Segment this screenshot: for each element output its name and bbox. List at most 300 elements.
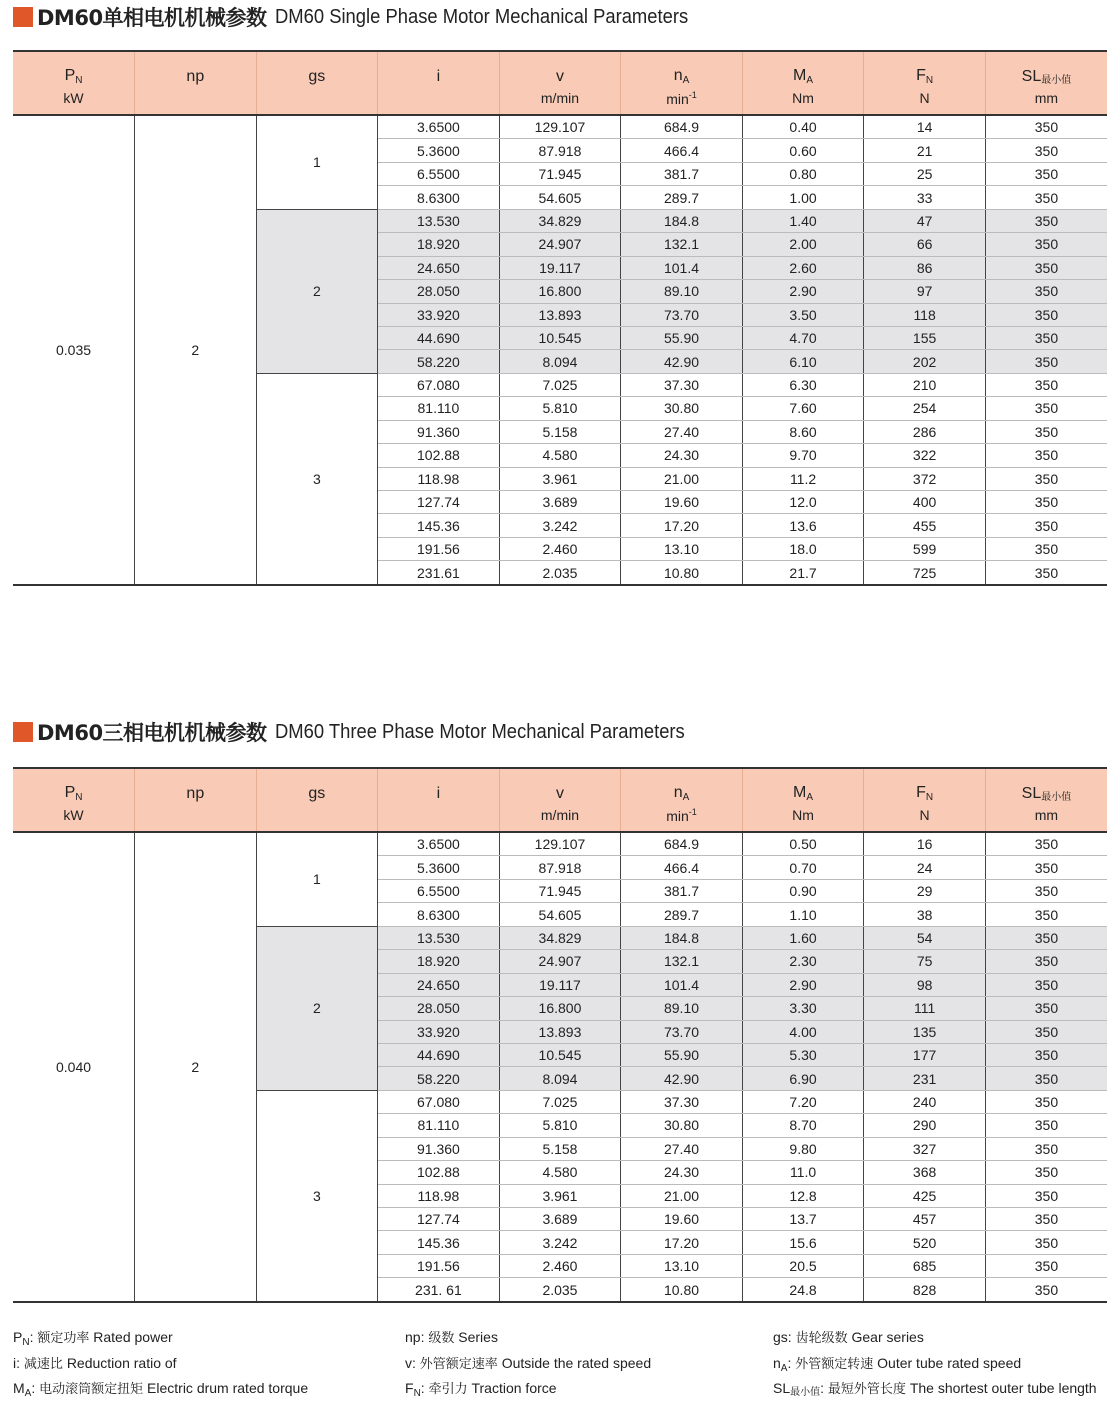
value-cell: 25 (864, 162, 986, 185)
value-cell: 5.158 (499, 1137, 621, 1160)
value-cell: 28.050 (378, 280, 500, 303)
value-cell: 350 (985, 139, 1107, 162)
col-unit-na: $\min^{-1}$ (621, 807, 743, 832)
value-cell: 13.530 (378, 926, 500, 949)
value-cell: 10.80 (621, 1278, 743, 1302)
value-cell: 350 (985, 1278, 1107, 1302)
value-cell: 5.3600 (378, 139, 500, 162)
value-cell: 21.7 (742, 561, 864, 585)
value-cell: 18.920 (378, 233, 500, 256)
value-cell: 4.70 (742, 326, 864, 349)
value-cell: 67.080 (378, 1090, 500, 1113)
col-unit-i (378, 90, 500, 115)
value-cell: 5.30 (742, 1043, 864, 1066)
value-cell: 350 (985, 373, 1107, 396)
col-unit-v: m/min (499, 807, 621, 832)
legend-en: Traction force (471, 1380, 557, 1396)
value-cell: 33.920 (378, 1020, 500, 1043)
value-cell: 145.36 (378, 1231, 500, 1254)
value-cell: 86 (864, 256, 986, 279)
col-header-pn: $P_N$ (13, 768, 135, 807)
value-cell: 8.094 (499, 350, 621, 373)
value-cell: 15.6 (742, 1231, 864, 1254)
gear-series-cell: 1 (256, 832, 378, 926)
value-cell: 4.580 (499, 1161, 621, 1184)
value-cell: 12.8 (742, 1184, 864, 1207)
value-cell: 3.6500 (378, 115, 500, 139)
value-cell: 350 (985, 1231, 1107, 1254)
value-cell: 184.8 (621, 209, 743, 232)
legend-column (773, 1326, 1097, 1403)
value-cell: 54 (864, 926, 986, 949)
value-cell: 290 (864, 1114, 986, 1137)
superscript: -1 (688, 807, 697, 817)
col-unit-ma: Nm (742, 90, 864, 115)
value-cell: 3.689 (499, 491, 621, 514)
col-unit-fn: N (864, 90, 986, 115)
value-cell: 30.80 (621, 1114, 743, 1137)
value-cell: 289.7 (621, 186, 743, 209)
value-cell: 91.360 (378, 420, 500, 443)
value-cell: 55.90 (621, 1043, 743, 1066)
value-cell: 118.98 (378, 467, 500, 490)
value-cell: 350 (985, 1254, 1107, 1277)
value-cell: 350 (985, 256, 1107, 279)
gear-series-cell: 1 (256, 115, 378, 209)
value-cell: 9.80 (742, 1137, 864, 1160)
value-cell: 12.0 (742, 491, 864, 514)
value-cell: 127.74 (378, 1208, 500, 1231)
value-cell: 11.0 (742, 1161, 864, 1184)
value-cell: 132.1 (621, 233, 743, 256)
value-cell: 7.025 (499, 1090, 621, 1113)
legend-zh: 减速比 (23, 1356, 63, 1372)
col-unit-sl: mm (985, 90, 1107, 115)
legend-zh: 额定功率 (37, 1331, 90, 1346)
gear-series-cell: 3 (256, 1090, 378, 1301)
col-unit-pn: kW (13, 807, 135, 832)
value-cell: 19.117 (499, 973, 621, 996)
value-cell: 0.70 (742, 856, 864, 879)
value-cell: 350 (985, 1090, 1107, 1113)
value-cell: 2.30 (742, 950, 864, 973)
value-cell: 10.80 (621, 561, 743, 585)
legend-item: i: 减速比 Reduction ratio of (13, 1354, 177, 1372)
value-cell: 350 (985, 233, 1107, 256)
value-cell: 38 (864, 903, 986, 926)
legend-item: $P_N$: 额定功率 Rated power (13, 1329, 173, 1348)
subscript: A (806, 75, 814, 86)
legend-en: Reduction ratio of (66, 1354, 177, 1371)
value-cell: 89.10 (621, 280, 743, 303)
value-cell: 67.080 (378, 373, 500, 396)
title-zh: DM60单相电机机械参数 (37, 6, 267, 30)
value-cell: 18.920 (378, 950, 500, 973)
col-unit-np (135, 807, 257, 832)
value-cell: 350 (985, 115, 1107, 139)
value-cell: 27.40 (621, 1137, 743, 1160)
value-cell: 202 (864, 350, 986, 373)
value-cell: 54.605 (499, 186, 621, 209)
value-cell: 684.9 (621, 832, 743, 856)
title-en: DM60 Three Phase Motor Mechanical Parameters (274, 720, 685, 743)
legend-zh: 齿轮级数 (795, 1331, 848, 1346)
value-cell: 71.945 (499, 162, 621, 185)
value-cell: 2.460 (499, 537, 621, 560)
value-cell: 684.9 (621, 115, 743, 139)
value-cell: 5.810 (499, 1114, 621, 1137)
value-cell: 455 (864, 514, 986, 537)
col-header-sl: $SL_{最小值}$ (985, 768, 1107, 807)
table-row (13, 115, 1107, 139)
legend-zh: 外管额定速率 (419, 1356, 498, 1372)
value-cell: 350 (985, 926, 1107, 949)
header-row-symbols (13, 51, 1107, 90)
value-cell: 350 (985, 856, 1107, 879)
value-cell: 5.810 (499, 397, 621, 420)
col-header-np: np (135, 768, 257, 807)
value-cell: 210 (864, 373, 986, 396)
gear-series-cell: 2 (256, 209, 378, 373)
subscript: 最小值 (1041, 75, 1072, 86)
value-cell: 191.56 (378, 537, 500, 560)
subscript: A (24, 1388, 32, 1399)
legend-column (405, 1326, 651, 1403)
subscript: 最小值 (1041, 792, 1072, 803)
value-cell: 58.220 (378, 1067, 500, 1090)
value-cell: 34.829 (499, 209, 621, 232)
value-cell: 102.88 (378, 444, 500, 467)
legend-en: Outside the rated speed (501, 1354, 652, 1371)
rated-power-cell: 0.040 (13, 832, 135, 1302)
subscript: N (413, 1388, 421, 1399)
value-cell: 87.918 (499, 139, 621, 162)
value-cell: 350 (985, 832, 1107, 856)
value-cell: 231.61 (378, 561, 500, 585)
header-row-units (13, 807, 1107, 832)
value-cell: 231. 61 (378, 1278, 500, 1302)
value-cell: 7.20 (742, 1090, 864, 1113)
value-cell: 24.8 (742, 1278, 864, 1302)
legend-item: v: 外管额定速率 Outside the rated speed (405, 1354, 652, 1372)
value-cell: 29 (864, 879, 986, 902)
pole-count-cell: 2 (135, 832, 257, 1302)
col-unit-gs (256, 90, 378, 115)
legend-en: Series (458, 1329, 498, 1345)
legend-item: $n_A$: 外管额定转速 Outer tube rated speed (773, 1354, 1022, 1374)
value-cell: 73.70 (621, 303, 743, 326)
subscript: N (22, 1337, 30, 1348)
value-cell: 10.545 (499, 326, 621, 349)
col-unit-v: m/min (499, 90, 621, 115)
value-cell: 400 (864, 491, 986, 514)
value-cell: 350 (985, 561, 1107, 585)
value-cell: 0.80 (742, 162, 864, 185)
value-cell: 97 (864, 280, 986, 303)
legend-column (13, 1326, 308, 1403)
value-cell: 101.4 (621, 256, 743, 279)
value-cell: 350 (985, 514, 1107, 537)
value-cell: 87.918 (499, 856, 621, 879)
value-cell: 54.605 (499, 903, 621, 926)
value-cell: 127.74 (378, 491, 500, 514)
value-cell: 2.90 (742, 973, 864, 996)
value-cell: 350 (985, 973, 1107, 996)
value-cell: 129.107 (499, 832, 621, 856)
value-cell: 828 (864, 1278, 986, 1302)
value-cell: 368 (864, 1161, 986, 1184)
value-cell: 350 (985, 303, 1107, 326)
section-title-single-phase (13, 4, 724, 30)
value-cell: 14 (864, 115, 986, 139)
value-cell: 24.30 (621, 1161, 743, 1184)
pole-count-cell: 2 (135, 115, 257, 585)
value-cell: 42.90 (621, 350, 743, 373)
value-cell: 81.110 (378, 397, 500, 420)
value-cell: 30.80 (621, 397, 743, 420)
legend-en: Rated power (93, 1329, 173, 1345)
value-cell: 24.650 (378, 256, 500, 279)
legend-item: $M_A$: 电动滚筒额定扭矩 Electric drum rated torque (13, 1380, 309, 1399)
value-cell: 37.30 (621, 1090, 743, 1113)
subscript: A (806, 792, 814, 803)
legend-en: Outer tube rated speed (877, 1354, 1022, 1371)
value-cell: 21.00 (621, 467, 743, 490)
value-cell: 350 (985, 1043, 1107, 1066)
col-header-ma: $M_A$ (742, 768, 864, 807)
value-cell: 350 (985, 950, 1107, 973)
title-en: DM60 Single Phase Motor Mechanical Parameters (274, 5, 688, 28)
value-cell: 33.920 (378, 303, 500, 326)
value-cell: 24.907 (499, 950, 621, 973)
value-cell: 81.110 (378, 1114, 500, 1137)
value-cell: 47 (864, 209, 986, 232)
value-cell: 44.690 (378, 326, 500, 349)
params-table-single-phase (13, 50, 1107, 586)
value-cell: 58.220 (378, 350, 500, 373)
value-cell: 145.36 (378, 514, 500, 537)
value-cell: 350 (985, 444, 1107, 467)
value-cell: 13.893 (499, 1020, 621, 1043)
value-cell: 3.50 (742, 303, 864, 326)
value-cell: 3.689 (499, 1208, 621, 1231)
value-cell: 16.800 (499, 997, 621, 1020)
subscript: N (925, 75, 934, 86)
value-cell: 289.7 (621, 903, 743, 926)
value-cell: 4.00 (742, 1020, 864, 1043)
value-cell: 13.893 (499, 303, 621, 326)
value-cell: 6.10 (742, 350, 864, 373)
value-cell: 8.60 (742, 420, 864, 443)
value-cell: 8.70 (742, 1114, 864, 1137)
value-cell: 10.545 (499, 1043, 621, 1066)
col-header-v: v (499, 768, 621, 807)
col-header-np: np (135, 51, 257, 90)
value-cell: 350 (985, 420, 1107, 443)
value-cell: 13.10 (621, 1254, 743, 1277)
value-cell: 98 (864, 973, 986, 996)
value-cell: 2.00 (742, 233, 864, 256)
value-cell: 0.40 (742, 115, 864, 139)
value-cell: 4.580 (499, 444, 621, 467)
value-cell: 520 (864, 1231, 986, 1254)
value-cell: 3.961 (499, 467, 621, 490)
value-cell: 286 (864, 420, 986, 443)
legend-zh: 牵引力 (428, 1382, 468, 1397)
subscript: A (682, 75, 690, 86)
value-cell: 0.50 (742, 832, 864, 856)
value-cell: 599 (864, 537, 986, 560)
value-cell: 24.30 (621, 444, 743, 467)
value-cell: 101.4 (621, 973, 743, 996)
value-cell: 3.6500 (378, 832, 500, 856)
subscript: A (682, 792, 690, 803)
value-cell: 322 (864, 444, 986, 467)
value-cell: 6.5500 (378, 879, 500, 902)
value-cell: 66 (864, 233, 986, 256)
value-cell: 18.0 (742, 537, 864, 560)
section-title-three-phase (13, 719, 720, 745)
value-cell: 350 (985, 1208, 1107, 1231)
value-cell: 254 (864, 397, 986, 420)
value-cell: 16 (864, 832, 986, 856)
col-unit-fn: N (864, 807, 986, 832)
value-cell: 8.6300 (378, 186, 500, 209)
value-cell: 17.20 (621, 514, 743, 537)
title-zh: DM60三相电机机械参数 (37, 721, 267, 745)
value-cell: 155 (864, 326, 986, 349)
rated-power-cell: 0.035 (13, 115, 135, 585)
legend-item: gs: 齿轮级数 Gear series (773, 1329, 924, 1346)
value-cell: 350 (985, 1114, 1107, 1137)
value-cell: 2.90 (742, 280, 864, 303)
value-cell: 350 (985, 1020, 1107, 1043)
value-cell: 16.800 (499, 280, 621, 303)
value-cell: 75 (864, 950, 986, 973)
col-unit-pn: kW (13, 90, 135, 115)
value-cell: 350 (985, 537, 1107, 560)
value-cell: 21.00 (621, 1184, 743, 1207)
legend-en: The shortest outer tube length (909, 1380, 1097, 1396)
value-cell: 33 (864, 186, 986, 209)
value-cell: 350 (985, 326, 1107, 349)
value-cell: 350 (985, 186, 1107, 209)
value-cell: 5.3600 (378, 856, 500, 879)
value-cell: 350 (985, 209, 1107, 232)
value-cell: 685 (864, 1254, 986, 1277)
value-cell: 327 (864, 1137, 986, 1160)
col-header-sl: $SL_{最小值}$ (985, 51, 1107, 90)
value-cell: 132.1 (621, 950, 743, 973)
value-cell: 135 (864, 1020, 986, 1043)
table-row (13, 832, 1107, 856)
legend-zh: 级数 (428, 1331, 455, 1346)
value-cell: 19.60 (621, 491, 743, 514)
value-cell: 7.025 (499, 373, 621, 396)
value-cell: 6.30 (742, 373, 864, 396)
value-cell: 466.4 (621, 139, 743, 162)
value-cell: 350 (985, 1184, 1107, 1207)
col-header-fn: $F_N$ (864, 51, 986, 90)
value-cell: 231 (864, 1067, 986, 1090)
col-header-na: $n_A$ (621, 51, 743, 90)
value-cell: 350 (985, 350, 1107, 373)
value-cell: 2.460 (499, 1254, 621, 1277)
col-header-gs: gs (256, 51, 378, 90)
gear-series-cell: 3 (256, 373, 378, 584)
col-unit-na: $\min^{-1}$ (621, 90, 743, 115)
value-cell: 350 (985, 903, 1107, 926)
value-cell: 350 (985, 491, 1107, 514)
value-cell: 13.7 (742, 1208, 864, 1231)
value-cell: 466.4 (621, 856, 743, 879)
value-cell: 350 (985, 879, 1107, 902)
value-cell: 425 (864, 1184, 986, 1207)
col-header-i: i (378, 51, 500, 90)
value-cell: 350 (985, 162, 1107, 185)
value-cell: 118.98 (378, 1184, 500, 1207)
value-cell: 725 (864, 561, 986, 585)
value-cell: 8.6300 (378, 903, 500, 926)
col-header-ma: $M_A$ (742, 51, 864, 90)
col-unit-ma: Nm (742, 807, 864, 832)
superscript: -1 (688, 90, 697, 100)
col-header-i: i (378, 768, 500, 807)
col-unit-i (378, 807, 500, 832)
value-cell: 73.70 (621, 1020, 743, 1043)
value-cell: 44.690 (378, 1043, 500, 1066)
subscript: A (780, 1362, 788, 1374)
value-cell: 27.40 (621, 420, 743, 443)
value-cell: 71.945 (499, 879, 621, 902)
legend-zh: 最短外管长度 (827, 1382, 906, 1397)
value-cell: 2.60 (742, 256, 864, 279)
value-cell: 350 (985, 1161, 1107, 1184)
value-cell: 17.20 (621, 1231, 743, 1254)
value-cell: 3.242 (499, 1231, 621, 1254)
value-cell: 191.56 (378, 1254, 500, 1277)
value-cell: 19.117 (499, 256, 621, 279)
value-cell: 350 (985, 280, 1107, 303)
value-cell: 13.6 (742, 514, 864, 537)
value-cell: 7.60 (742, 397, 864, 420)
value-cell: 13.10 (621, 537, 743, 560)
value-cell: 350 (985, 1067, 1107, 1090)
value-cell: 5.158 (499, 420, 621, 443)
value-cell: 2.035 (499, 561, 621, 585)
value-cell: 240 (864, 1090, 986, 1113)
value-cell: 372 (864, 467, 986, 490)
legend-zh: 电动滚筒额定扭矩 (39, 1382, 144, 1397)
accent-square-icon (13, 7, 33, 27)
value-cell: 177 (864, 1043, 986, 1066)
subscript: N (925, 792, 934, 803)
col-unit-gs (256, 807, 378, 832)
legend-en: Gear series (851, 1329, 924, 1345)
value-cell: 184.8 (621, 926, 743, 949)
accent-square-icon (13, 722, 33, 742)
value-cell: 55.90 (621, 326, 743, 349)
value-cell: 381.7 (621, 162, 743, 185)
value-cell: 34.829 (499, 926, 621, 949)
value-cell: 1.40 (742, 209, 864, 232)
header-row-symbols (13, 768, 1107, 807)
value-cell: 24.907 (499, 233, 621, 256)
value-cell: 42.90 (621, 1067, 743, 1090)
col-header-fn: $F_N$ (864, 768, 986, 807)
col-unit-np (135, 90, 257, 115)
value-cell: 111 (864, 997, 986, 1020)
